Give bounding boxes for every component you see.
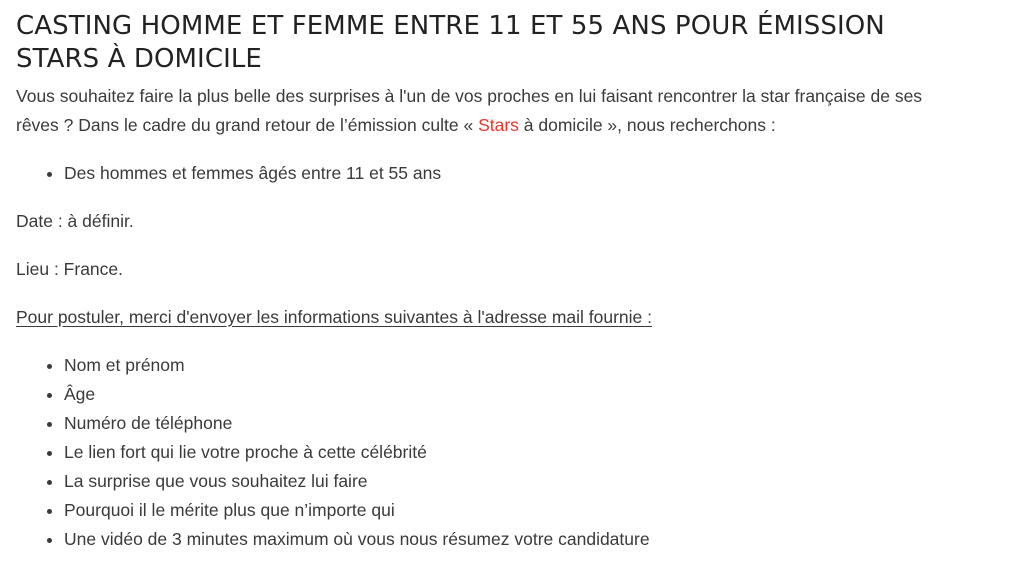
list-item: • Nom et prénom xyxy=(64,351,1016,380)
list-item: • Pourquoi il le mérite plus que n’importe qui xyxy=(64,496,1016,525)
intro-text-before-link: rêves ? Dans le cadre du grand retour de l’émission culte « xyxy=(16,115,479,135)
apply-instructions: Pour postuler, merci d'envoyer les informations suivantes à l'adresse mail fournie : xyxy=(16,307,653,327)
list-item: • Le lien fort qui lie votre proche à cette célébrité xyxy=(64,438,1016,467)
date-text: Date : à définir. xyxy=(16,211,134,231)
page-title-line-2: STARS À DOMICILE xyxy=(16,44,262,74)
page-title xyxy=(16,10,1016,76)
target-list xyxy=(16,159,1016,188)
page-title-line-1: CASTING HOMME ET FEMME ENTRE 11 ET 55 ANS POUR ÉMISSION xyxy=(16,11,885,41)
list-item: • Une vidéo de 3 minutes maximum où vous nous résumez votre candidature xyxy=(64,525,1016,554)
stars-link[interactable]: Stars xyxy=(478,115,519,135)
intro-line-1: Vous souhaitez faire la plus belle des surprises à l'un de vos proches en lui faisant rencontrer la star française de ses xyxy=(16,86,923,106)
intro-text-after-link: à domicile », nous recherchons : xyxy=(518,115,776,135)
place-text: Lieu : France. xyxy=(16,259,123,279)
list-item: • Des hommes et femmes âgés entre 11 et 55 ans xyxy=(64,159,1016,188)
article xyxy=(16,10,1016,554)
list-item: • Numéro de téléphone xyxy=(64,409,1016,438)
intro-paragraph xyxy=(16,82,1016,140)
list-item: • La surprise que vous souhaitez lui faire xyxy=(64,467,1016,496)
list-item: • Âge xyxy=(64,380,1016,409)
requirements-list xyxy=(16,351,1016,554)
intro-line-2 xyxy=(16,111,1016,140)
